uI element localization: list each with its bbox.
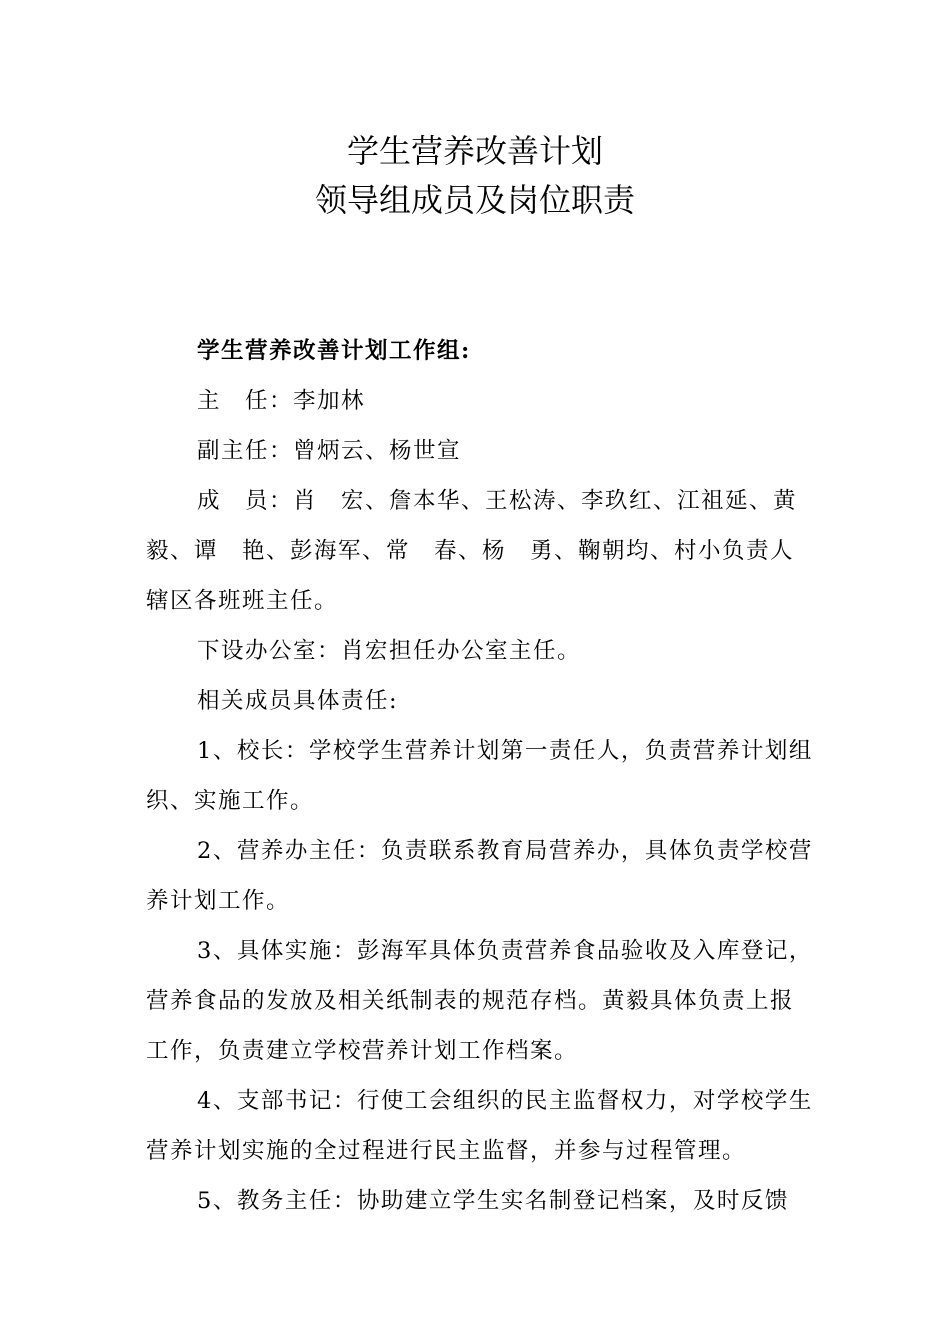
paragraph-office: 下设办公室：肖宏担任办公室主任。 (197, 638, 582, 664)
paragraph-item-4: 4、支部书记：行使工会组织的民主监督权力，对学校学生营养计划实施的全过程进行民主监督，并参与过程管理。 (146, 1088, 813, 1164)
paragraph-deputy-director: 副主任：曾炳云、杨世宣 (197, 438, 462, 464)
paragraph-item-1: 1、校长：学校学生营养计划第一责任人，负责营养计划组织、实施工作。 (146, 738, 813, 814)
paragraph-responsibilities-heading: 相关成员具体责任: (197, 688, 399, 714)
paragraph-director: 主 任：李加林 (197, 388, 366, 414)
document-title: 学生营养改善计划 (346, 132, 603, 170)
document-subtitle: 领导组成员及岗位职责 (314, 181, 635, 219)
paragraph-item-5: 5、教务主任：协助建立学生实名制登记档案，及时反馈 (197, 1188, 789, 1214)
paragraph-item-3: 3、具体实施：彭海军具体负责营养食品验收及入库登记，营养食品的发放及相关纸制表的规范存档。黄毅具体负责上报工作，负责建立学校营养计划工作档案。 (146, 938, 813, 1064)
paragraph-members: 成 员：肖 宏、詹本华、王松涛、李玖红、江祖延、黄毅、谭 艳、彭海军、常 春、杨 勇、鞠朝均、村小负责人辖区各班班主任。 (146, 488, 798, 614)
paragraph-item-2: 2、营养办主任：负责联系教育局营养办，具体负责学校营养计划工作。 (146, 838, 813, 914)
document-body (146, 326, 814, 1226)
section-heading: 学生营养改善计划工作组: (197, 338, 471, 364)
